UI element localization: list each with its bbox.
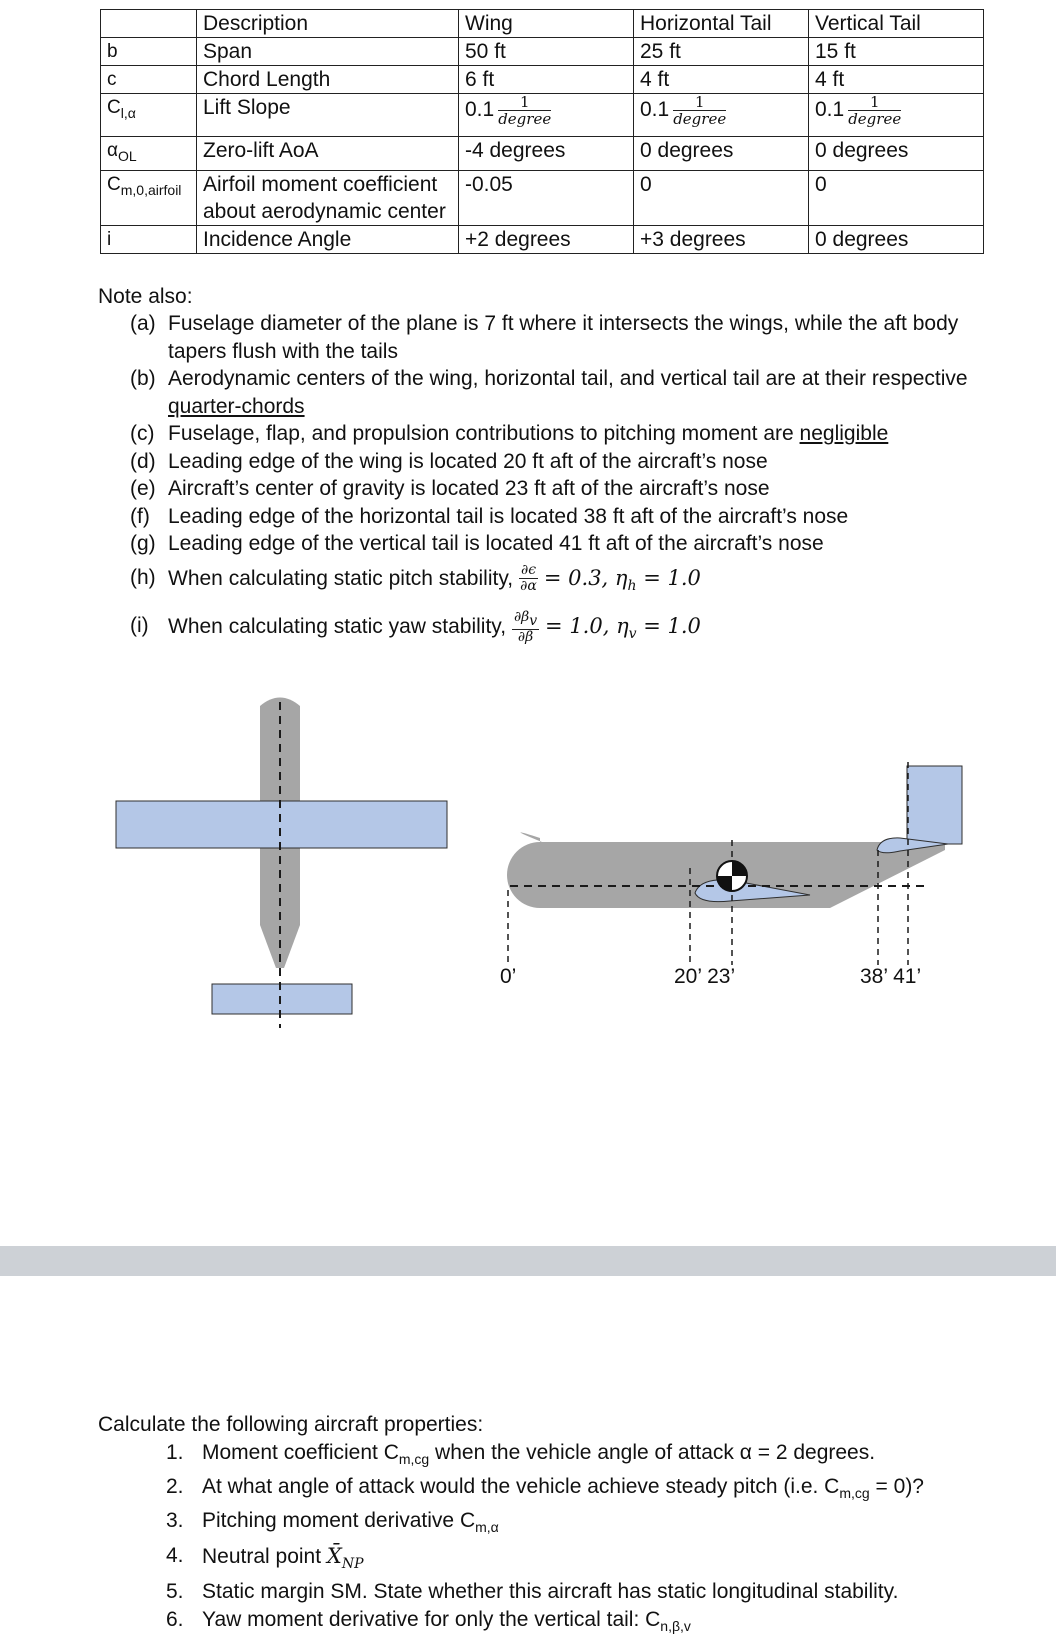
row-symbol: $C_{l,\alpha}$ bbox=[101, 94, 197, 137]
top-view-horizontal-tail bbox=[212, 984, 352, 1014]
header-horizontal-tail: Horizontal Tail bbox=[634, 10, 809, 38]
table-header-row bbox=[101, 10, 984, 38]
row-vertical-tail: 0 degrees bbox=[809, 225, 984, 253]
table-row bbox=[101, 66, 984, 94]
aircraft-diagram bbox=[0, 690, 1056, 1050]
table-row bbox=[101, 38, 984, 66]
row-horizontal-tail: 0 bbox=[634, 170, 809, 225]
note-item: (b) Aerodynamic centers of the wing, horizontal tail, and vertical tail are at their respective quarter-chords bbox=[130, 367, 968, 418]
row-wing: 0.1 $\frac{1}{\text{degree}}$ bbox=[459, 94, 634, 137]
row-wing: -4 degrees bbox=[459, 137, 634, 171]
downwash-fraction: $\frac{\partial\epsilon}{\partial\alpha}$ bbox=[520, 562, 537, 595]
task-item: 4. Neutral point $X̄_{NP}$ bbox=[166, 1543, 364, 1572]
row-vertical-tail: 15 ft bbox=[809, 38, 984, 66]
table-row bbox=[101, 170, 984, 225]
header-description: Description bbox=[197, 10, 459, 38]
tasks-title: Calculate the following aircraft properties: bbox=[98, 1413, 484, 1436]
wing-cg-station-label: 20’ 23’ bbox=[674, 965, 736, 988]
row-symbol: b bbox=[101, 38, 197, 66]
nose-station-label: 0’ bbox=[500, 965, 517, 988]
note-item: (a) Fuselage diameter of the plane is 7 ft where it intersects the wings, while the aft body tapers flush with the tails bbox=[130, 312, 959, 363]
unit-fraction: $\frac{1}{\text{degree}}$ bbox=[673, 93, 727, 128]
row-wing: 6 ft bbox=[459, 66, 634, 94]
row-symbol: i bbox=[101, 225, 197, 253]
task-item: 3. Pitching moment derivative $C_{m,\alpha}$ bbox=[166, 1509, 499, 1536]
unit-fraction: $\frac{1}{\text{degree}}$ bbox=[848, 93, 902, 128]
side-view bbox=[500, 762, 962, 988]
properties-table bbox=[100, 9, 984, 254]
row-horizontal-tail: 4 ft bbox=[634, 66, 809, 94]
notes-list bbox=[130, 310, 1010, 654]
task-item: 2. At what angle of attack would the vehicle achieve steady pitch (i.e. $C_{m,cg} = 0$)? bbox=[166, 1475, 924, 1502]
row-symbol: $\alpha_{OL}$ bbox=[101, 137, 197, 171]
top-view bbox=[116, 698, 447, 1029]
row-horizontal-tail: 0.1 $\frac{1}{\text{degree}}$ bbox=[634, 94, 809, 137]
row-description: Chord Length bbox=[197, 66, 459, 94]
row-description: Span bbox=[197, 38, 459, 66]
row-description: Lift Slope bbox=[197, 94, 459, 137]
note-item: (f) Leading edge of the horizontal tail is located 38 ft aft of the aircraft’s nose bbox=[130, 504, 849, 528]
row-wing: 50 ft bbox=[459, 38, 634, 66]
table-row bbox=[101, 94, 984, 137]
note-item: (c) Fuselage, flap, and propulsion contributions to pitching moment are negligible bbox=[130, 422, 889, 445]
row-wing: -0.05 bbox=[459, 170, 634, 225]
sidewash-fraction: $\frac{\partial\beta_v}{\partial\beta}$ bbox=[513, 608, 538, 645]
note-item: (h) When calculating static pitch stability, $\frac{\partial\epsilon}{\partial\alpha}$ = 0.3, $\eta_h = 1.0$ bbox=[130, 562, 701, 595]
side-view-vertical-tail bbox=[907, 766, 962, 844]
row-horizontal-tail: 25 ft bbox=[634, 38, 809, 66]
row-symbol: $C_{m,0,airfoil}$ bbox=[101, 170, 197, 225]
row-wing: +2 degrees bbox=[459, 225, 634, 253]
tasks-list bbox=[166, 1439, 1026, 1640]
table-row bbox=[101, 137, 984, 171]
task-item: 1. Moment coefficient $C_{m,cg}$ when the vehicle angle of attack α = 2 degrees. bbox=[166, 1441, 876, 1468]
header-wing: Wing bbox=[459, 10, 634, 38]
side-view-fuselage bbox=[520, 832, 542, 842]
section-divider bbox=[0, 1246, 1056, 1276]
row-vertical-tail: 4 ft bbox=[809, 66, 984, 94]
top-view-wing bbox=[116, 801, 447, 848]
row-description: Airfoil moment coefficient about aerodynamic center bbox=[197, 170, 459, 225]
tail-station-label: 38’ 41’ bbox=[860, 965, 922, 988]
row-vertical-tail: 0 degrees bbox=[809, 137, 984, 171]
note-item: (d) Leading edge of the wing is located 20 ft aft of the aircraft’s nose bbox=[130, 449, 768, 473]
row-vertical-tail: 0 bbox=[809, 170, 984, 225]
note-item: (e) Aircraft’s center of gravity is located 23 ft aft of the aircraft’s nose bbox=[130, 477, 770, 500]
task-item: 6. Yaw moment derivative for only the vertical tail: $C_{n,\beta,v}$ bbox=[166, 1607, 691, 1634]
header-symbol bbox=[101, 10, 197, 38]
row-symbol: c bbox=[101, 66, 197, 94]
center-of-gravity-icon bbox=[717, 861, 747, 891]
header-vertical-tail: Vertical Tail bbox=[809, 10, 984, 38]
row-description: Zero-lift AoA bbox=[197, 137, 459, 171]
note-item: (g) Leading edge of the vertical tail is located 41 ft aft of the aircraft’s nose bbox=[130, 532, 824, 555]
task-item: 5. Static margin SM. State whether this aircraft has static longitudinal stability. bbox=[166, 1579, 899, 1603]
row-vertical-tail: 0.1 $\frac{1}{\text{degree}}$ bbox=[809, 94, 984, 137]
row-description: Incidence Angle bbox=[197, 225, 459, 253]
row-horizontal-tail: 0 degrees bbox=[634, 137, 809, 171]
notes-title: Note also: bbox=[98, 285, 193, 308]
table-row bbox=[101, 225, 984, 253]
note-item: (i) When calculating static yaw stability, $\frac{\partial\beta_v}{\partial\beta}$ = 1.0, $\eta_v = 1.0$ bbox=[130, 608, 701, 645]
row-horizontal-tail: +3 degrees bbox=[634, 225, 809, 253]
unit-fraction: $\frac{1}{\text{degree}}$ bbox=[498, 93, 552, 128]
